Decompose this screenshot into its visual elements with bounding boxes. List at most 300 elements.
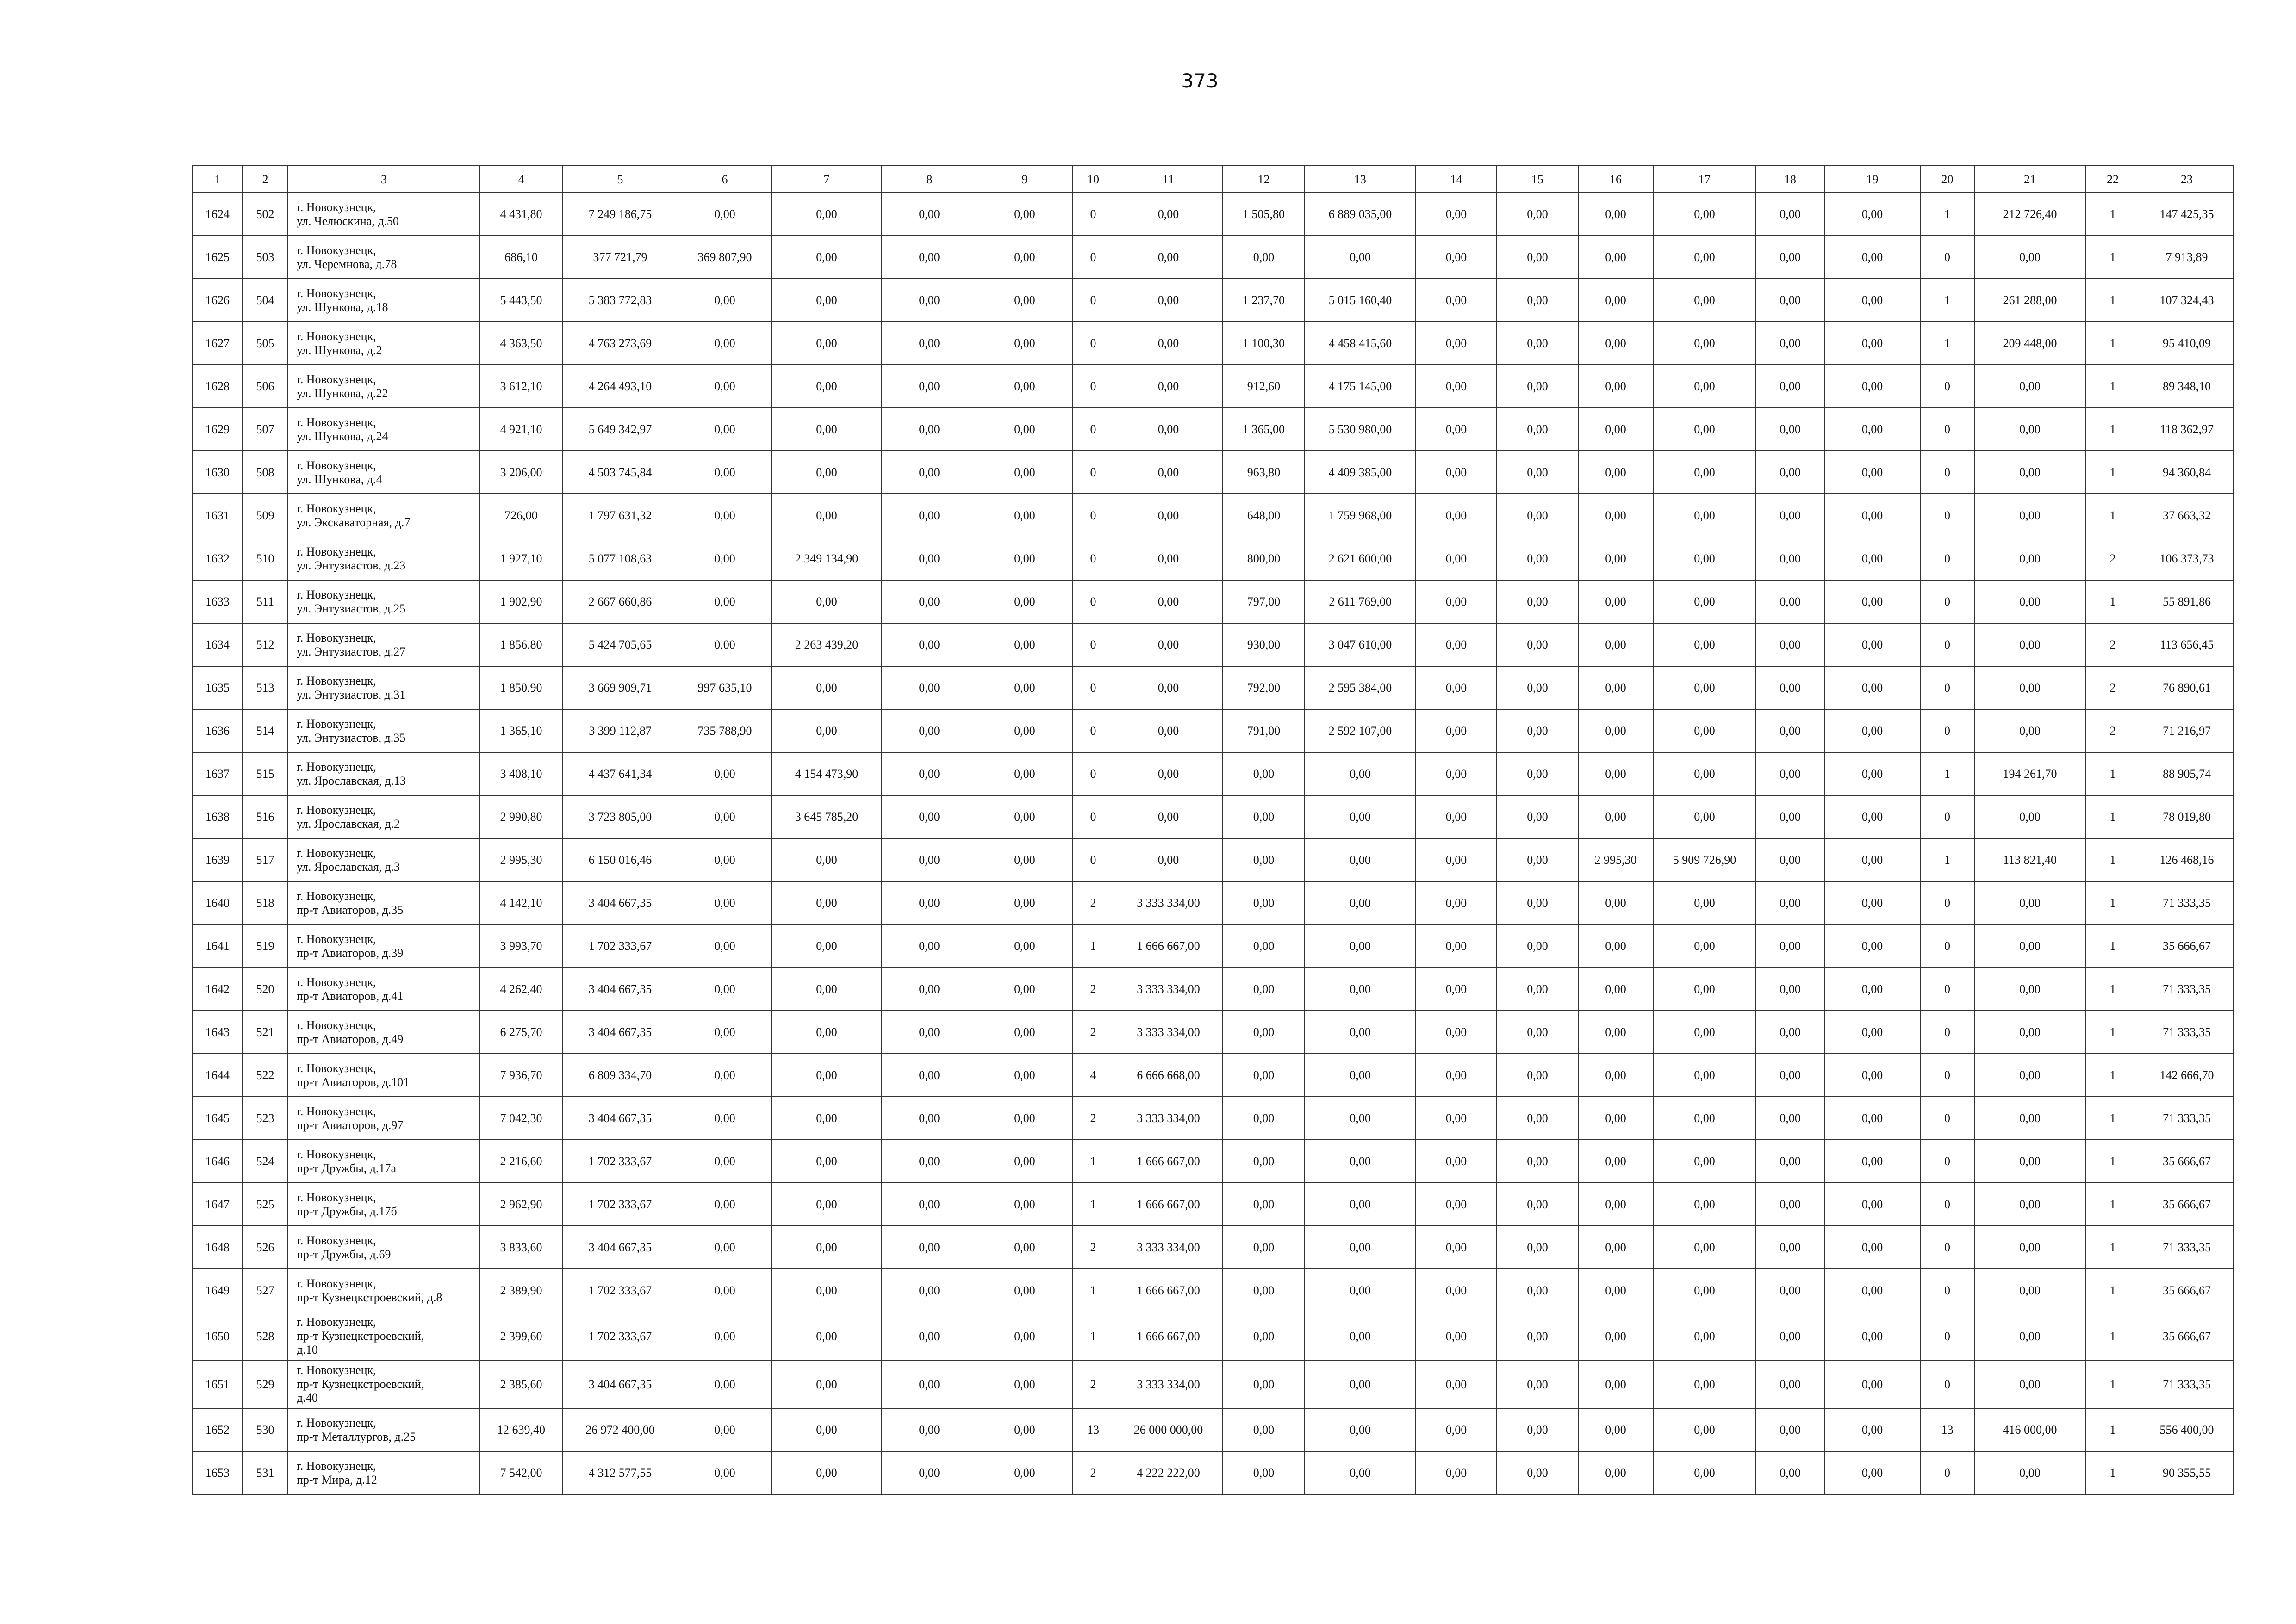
table-cell: 0,00 [1497,365,1578,408]
table-cell: 1 759 968,00 [1305,494,1416,537]
address-cell [288,1097,480,1140]
table-cell: 0 [1072,666,1114,709]
table-cell: 0,00 [772,1312,882,1360]
table-cell: 0,00 [1653,236,1756,279]
table-cell: 0 [1072,623,1114,666]
table-cell: 0 [1072,236,1114,279]
column-header: 10 [1072,166,1114,193]
address-line: ул. Энтузиастов, д.31 [297,687,406,701]
table-cell: 1 [2085,322,2140,365]
table-cell: 4 175 145,00 [1305,365,1416,408]
table-cell: 1 [1920,322,1974,365]
table-cell: 0,00 [1223,1408,1305,1451]
table-cell: 1 [1072,1269,1114,1312]
table-cell: 0 [1920,1097,1974,1140]
table-cell: 0,00 [882,924,977,968]
table-cell: 735 788,90 [678,709,772,752]
table-row [193,1011,2234,1054]
table-cell: 0 [1920,881,1974,924]
table-row [193,1226,2234,1269]
table-cell: 0 [1072,709,1114,752]
table-cell: 1630 [193,451,243,494]
column-header: 3 [288,166,480,193]
address-cell [288,193,480,236]
table-row [193,1054,2234,1097]
table-cell: 0,00 [772,365,882,408]
table-cell: 0,00 [1756,236,1824,279]
table-cell: 0 [1072,580,1114,623]
table-cell: 1 [2085,193,2140,236]
table-cell: 0,00 [1974,881,2085,924]
table-cell: 0,00 [1223,1269,1305,1312]
table-cell: 0,00 [1305,1360,1416,1408]
table-cell: 0,00 [882,1451,977,1494]
table-cell: 71 333,35 [2140,968,2234,1011]
table-cell: 0,00 [1653,451,1756,494]
column-header: 23 [2140,166,2234,193]
table-cell: 0,00 [1305,838,1416,881]
table-cell: 0,00 [1578,1011,1653,1054]
address-line: г. Новокузнецк, [297,717,376,731]
table-cell: 3 333 334,00 [1114,1011,1223,1054]
table-cell: 1 850,90 [480,666,562,709]
table-cell: 3 404 667,35 [562,1097,678,1140]
table-cell: 0,00 [1223,236,1305,279]
table-cell: 0,00 [1824,1140,1920,1183]
table-cell: 0,00 [1824,365,1920,408]
table-cell: 0,00 [678,580,772,623]
table-cell: 2 [1072,1360,1114,1408]
table-cell: 3 404 667,35 [562,1360,678,1408]
address-line: пр-т Кузнецкстроевский, д.8 [297,1290,442,1304]
table-cell: 1631 [193,494,243,537]
table-cell: 0,00 [1756,924,1824,968]
address-line: г. Новокузнецк, [297,329,376,343]
table-cell: 0,00 [1305,1011,1416,1054]
address-line: ул. Ярославская, д.2 [297,817,400,831]
table-row [193,924,2234,968]
table-cell: 1625 [193,236,243,279]
table-cell: 0,00 [977,236,1072,279]
table-cell: 0,00 [1974,1140,2085,1183]
table-cell: 0,00 [1578,365,1653,408]
table-row [193,1183,2234,1226]
table-cell: 1 666 667,00 [1114,924,1223,968]
table-cell: 0,00 [1497,1054,1578,1097]
table-cell: 0,00 [1305,924,1416,968]
table-cell: 0,00 [1824,236,1920,279]
table-row [193,279,2234,322]
table-cell: 35 666,67 [2140,1140,2234,1183]
address-line: г. Новокузнецк, [297,889,376,903]
address-line: г. Новокузнецк, [297,1018,376,1032]
table-cell: 0,00 [1756,752,1824,795]
table-cell: 0,00 [1824,1183,1920,1226]
table-cell: 0,00 [1578,1054,1653,1097]
table-cell: 4 264 493,10 [562,365,678,408]
table-cell: 0,00 [977,322,1072,365]
table-cell: 212 726,40 [1974,193,2085,236]
address-line: ул. Челюскина, д.50 [297,214,399,228]
table-cell: 0,00 [1497,236,1578,279]
table-cell: 0,00 [1824,193,1920,236]
table-cell: 0,00 [1756,1269,1824,1312]
table-cell: 0,00 [1223,1140,1305,1183]
table-cell: 1640 [193,881,243,924]
table-cell: 0,00 [1974,1183,2085,1226]
table-cell: 2 [2085,666,2140,709]
column-header: 8 [882,166,977,193]
table-row [193,408,2234,451]
address-cell [288,365,480,408]
table-cell: 0,00 [1114,580,1223,623]
table-cell: 1638 [193,795,243,838]
table-cell: 0,00 [977,279,1072,322]
table-cell: 0,00 [1653,1054,1756,1097]
table-cell: 78 019,80 [2140,795,2234,838]
table-cell: 0,00 [1974,795,2085,838]
address-line: ул. Шункова, д.4 [297,472,382,486]
table-cell: 0,00 [1824,924,1920,968]
table-cell: 2 349 134,90 [772,537,882,580]
table-cell: 0,00 [1578,1451,1653,1494]
table-cell: 0,00 [678,881,772,924]
table-cell: 0,00 [678,795,772,838]
table-cell: 0,00 [1416,795,1497,838]
table-cell: 71 216,97 [2140,709,2234,752]
table-cell: 4 142,10 [480,881,562,924]
table-cell: 0,00 [977,494,1072,537]
table-cell: 0,00 [1578,623,1653,666]
table-cell: 0,00 [1223,1183,1305,1226]
table-cell: 0,00 [772,1011,882,1054]
table-cell: 0,00 [1756,408,1824,451]
table-cell: 556 400,00 [2140,1408,2234,1451]
table-cell: 0,00 [882,1226,977,1269]
table-cell: 4 409 385,00 [1305,451,1416,494]
address-line: г. Новокузнецк, [297,587,376,601]
address-cell [288,494,480,537]
column-header: 5 [562,166,678,193]
table-cell: 0,00 [1223,881,1305,924]
table-cell: 1 [2085,924,2140,968]
table-row [193,193,2234,236]
table-row [193,838,2234,881]
table-cell: 508 [243,451,288,494]
table-cell: 0,00 [882,968,977,1011]
column-header: 16 [1578,166,1653,193]
data-table [192,165,2234,1495]
table-cell: 528 [243,1312,288,1360]
address-line: г. Новокузнецк, [297,544,376,558]
table-cell: 521 [243,1011,288,1054]
table-cell: 0,00 [1223,1360,1305,1408]
address-line: г. Новокузнецк, [297,1147,376,1161]
table-cell: 0,00 [1416,1054,1497,1097]
table-cell: 0,00 [1578,1183,1653,1226]
table-cell: 5 015 160,40 [1305,279,1416,322]
table-cell: 0,00 [1497,881,1578,924]
table-cell: 0,00 [1653,193,1756,236]
table-cell: 503 [243,236,288,279]
table-cell: 502 [243,193,288,236]
table-cell: 0,00 [1416,580,1497,623]
table-cell: 126 468,16 [2140,838,2234,881]
address-cell [288,752,480,795]
address-line: г. Новокузнецк, [297,1315,376,1329]
table-cell: 3 833,60 [480,1226,562,1269]
table-cell: 0,00 [1653,1140,1756,1183]
table-cell: 1629 [193,408,243,451]
address-cell [288,1140,480,1183]
address-line: пр-т Авиаторов, д.41 [297,989,404,1003]
table-cell: 2 [2085,623,2140,666]
table-cell: 0,00 [1974,623,2085,666]
table-cell: 0 [1072,193,1114,236]
table-cell: 0 [1920,795,1974,838]
table-cell: 1 [2085,1097,2140,1140]
table-cell: 3 669 909,71 [562,666,678,709]
table-cell: 0,00 [1305,795,1416,838]
table-cell: 726,00 [480,494,562,537]
table-cell: 0,00 [772,1226,882,1269]
table-cell: 0,00 [1416,752,1497,795]
table-cell: 0,00 [1223,1011,1305,1054]
address-cell [288,1360,480,1408]
table-cell: 1 [2085,881,2140,924]
table-cell: 0,00 [1497,968,1578,1011]
table-cell: 512 [243,623,288,666]
table-cell: 0,00 [1756,666,1824,709]
table-cell: 0,00 [1223,968,1305,1011]
table-cell: 0,00 [1824,408,1920,451]
address-line: пр-т Кузнецкстроевский, [297,1329,424,1343]
column-header: 21 [1974,166,2085,193]
table-cell: 0,00 [1305,752,1416,795]
table-cell: 0,00 [1653,795,1756,838]
table-cell: 0,00 [882,279,977,322]
table-cell: 0,00 [1824,1269,1920,1312]
table-cell: 0,00 [1578,408,1653,451]
table-cell: 3 404 667,35 [562,881,678,924]
table-cell: 89 348,10 [2140,365,2234,408]
table-cell: 963,80 [1223,451,1305,494]
address-line: г. Новокузнецк, [297,1061,376,1075]
table-cell: 0,00 [1114,365,1223,408]
table-cell: 0,00 [1974,1360,2085,1408]
table-cell: 0,00 [1578,1360,1653,1408]
table-cell: 0,00 [1305,968,1416,1011]
table-cell: 0,00 [1497,623,1578,666]
address-cell [288,451,480,494]
address-line: ул. Энтузиастов, д.25 [297,601,406,615]
table-cell: 0,00 [882,580,977,623]
table-cell: 0,00 [678,451,772,494]
table-cell: 0,00 [772,1408,882,1451]
table-cell: 0,00 [977,408,1072,451]
table-cell: 797,00 [1223,580,1305,623]
table-cell: 0,00 [977,1226,1072,1269]
table-cell: 3 399 112,87 [562,709,678,752]
table-cell: 0,00 [1824,1011,1920,1054]
table-cell: 0,00 [1824,709,1920,752]
table-cell: 1 [1920,838,1974,881]
table-cell: 0,00 [977,1451,1072,1494]
table-cell: 1 902,90 [480,580,562,623]
table-cell: 13 [1920,1408,1974,1451]
table-cell: 0,00 [1824,1054,1920,1097]
table-cell: 2 389,90 [480,1269,562,1312]
table-cell: 1 [2085,408,2140,451]
table-cell: 5 443,50 [480,279,562,322]
table-cell: 0,00 [1824,322,1920,365]
address-cell [288,236,480,279]
table-cell: 0 [1072,322,1114,365]
table-cell: 0,00 [1578,968,1653,1011]
address-line: г. Новокузнецк, [297,372,376,386]
table-cell: 0,00 [882,1408,977,1451]
table-cell: 0,00 [1578,1269,1653,1312]
address-line: пр-т Дружбы, д.17б [297,1204,397,1218]
table-cell: 0,00 [678,365,772,408]
table-cell: 0,00 [1653,408,1756,451]
table-cell: 0 [1920,408,1974,451]
table-cell: 0,00 [1497,1360,1578,1408]
column-header: 20 [1920,166,1974,193]
column-header: 2 [243,166,288,193]
address-cell [288,1312,480,1360]
table-cell: 1 365,00 [1223,408,1305,451]
table-cell: 0,00 [977,838,1072,881]
table-cell: 0,00 [977,924,1072,968]
table-cell: 13 [1072,1408,1114,1451]
table-cell: 0,00 [1416,881,1497,924]
table-cell: 0,00 [1416,1140,1497,1183]
table-cell: 4 262,40 [480,968,562,1011]
table-cell: 0,00 [1824,1226,1920,1269]
table-cell: 3 404 667,35 [562,1011,678,1054]
address-line: г. Новокузнецк, [297,846,376,860]
address-line: ул. Черемнова, д.78 [297,257,397,271]
table-cell: 0,00 [1305,1451,1416,1494]
table-cell: 0,00 [882,666,977,709]
table-cell: 7 042,30 [480,1097,562,1140]
table-cell: 526 [243,1226,288,1269]
table-cell: 0,00 [1223,1097,1305,1140]
table-cell: 0,00 [1114,666,1223,709]
table-cell: 0,00 [1756,838,1824,881]
table-cell: 0,00 [977,1360,1072,1408]
table-cell: 1637 [193,752,243,795]
table-cell: 0,00 [1578,322,1653,365]
table-cell: 507 [243,408,288,451]
table-cell: 0,00 [1416,838,1497,881]
table-cell: 107 324,43 [2140,279,2234,322]
table-cell: 0,00 [1578,752,1653,795]
address-line: пр-т Дружбы, д.17а [297,1161,397,1175]
table-cell: 94 360,84 [2140,451,2234,494]
table-cell: 0,00 [882,1360,977,1408]
column-header: 22 [2085,166,2140,193]
table-cell: 1 702 333,67 [562,1312,678,1360]
table-cell: 0,00 [1114,709,1223,752]
table-cell: 0,00 [1653,752,1756,795]
table-cell: 0,00 [1653,968,1756,1011]
table-cell: 0,00 [1578,795,1653,838]
table-cell: 0,00 [1756,1408,1824,1451]
table-cell: 0,00 [1416,623,1497,666]
table-cell: 518 [243,881,288,924]
table-cell: 0,00 [772,494,882,537]
table-cell: 2 [1072,1011,1114,1054]
table-cell: 0,00 [1305,1097,1416,1140]
address-line: г. Новокузнецк, [297,286,376,300]
table-cell: 0,00 [1653,322,1756,365]
table-cell: 0,00 [1756,537,1824,580]
address-cell [288,881,480,924]
table-cell: 0,00 [1578,1140,1653,1183]
table-cell: 0,00 [1305,1408,1416,1451]
table-cell: 5 530 980,00 [1305,408,1416,451]
table-cell: 0,00 [977,1011,1072,1054]
table-cell: 369 807,90 [678,236,772,279]
table-cell: 3 333 334,00 [1114,1226,1223,1269]
table-cell: 0,00 [1497,537,1578,580]
table-cell: 5 649 342,97 [562,408,678,451]
table-cell: 4 363,50 [480,322,562,365]
table-cell: 4 437 641,34 [562,752,678,795]
table-cell: 377 721,79 [562,236,678,279]
table-cell: 0,00 [1223,838,1305,881]
table-cell: 0,00 [1756,279,1824,322]
table-cell: 1 [2085,838,2140,881]
table-cell: 0,00 [1756,795,1824,838]
table-cell: 0,00 [1824,1312,1920,1360]
table-cell: 0,00 [1756,1011,1824,1054]
table-cell: 0,00 [1578,666,1653,709]
table-cell: 504 [243,279,288,322]
table-cell: 1633 [193,580,243,623]
table-cell: 0,00 [1653,365,1756,408]
table-cell: 4 154 473,90 [772,752,882,795]
table-cell: 0,00 [1497,1408,1578,1451]
table-cell: 90 355,55 [2140,1451,2234,1494]
table-cell: 71 333,35 [2140,1097,2234,1140]
table-cell: 0,00 [1756,1312,1824,1360]
table-cell: 0,00 [1756,451,1824,494]
address-line: г. Новокузнецк, [297,1416,376,1430]
table-cell: 0 [1920,623,1974,666]
table-cell: 0,00 [1497,279,1578,322]
table-cell: 0,00 [772,881,882,924]
table-cell: 0,00 [772,1451,882,1494]
table-cell: 0 [1072,451,1114,494]
table-cell: 525 [243,1183,288,1226]
table-cell: 0,00 [1416,1183,1497,1226]
table-cell: 1 [1920,279,1974,322]
table-cell: 0,00 [1578,537,1653,580]
table-cell: 1 100,30 [1223,322,1305,365]
table-cell: 1 [2085,451,2140,494]
table-cell: 1635 [193,666,243,709]
table-cell: 997 635,10 [678,666,772,709]
address-line: г. Новокузнецк, [297,631,376,644]
table-cell: 6 150 016,46 [562,838,678,881]
table-cell: 0,00 [1114,279,1223,322]
table-cell: 0,00 [678,623,772,666]
table-cell: 0,00 [1497,494,1578,537]
table-cell: 2 [2085,709,2140,752]
